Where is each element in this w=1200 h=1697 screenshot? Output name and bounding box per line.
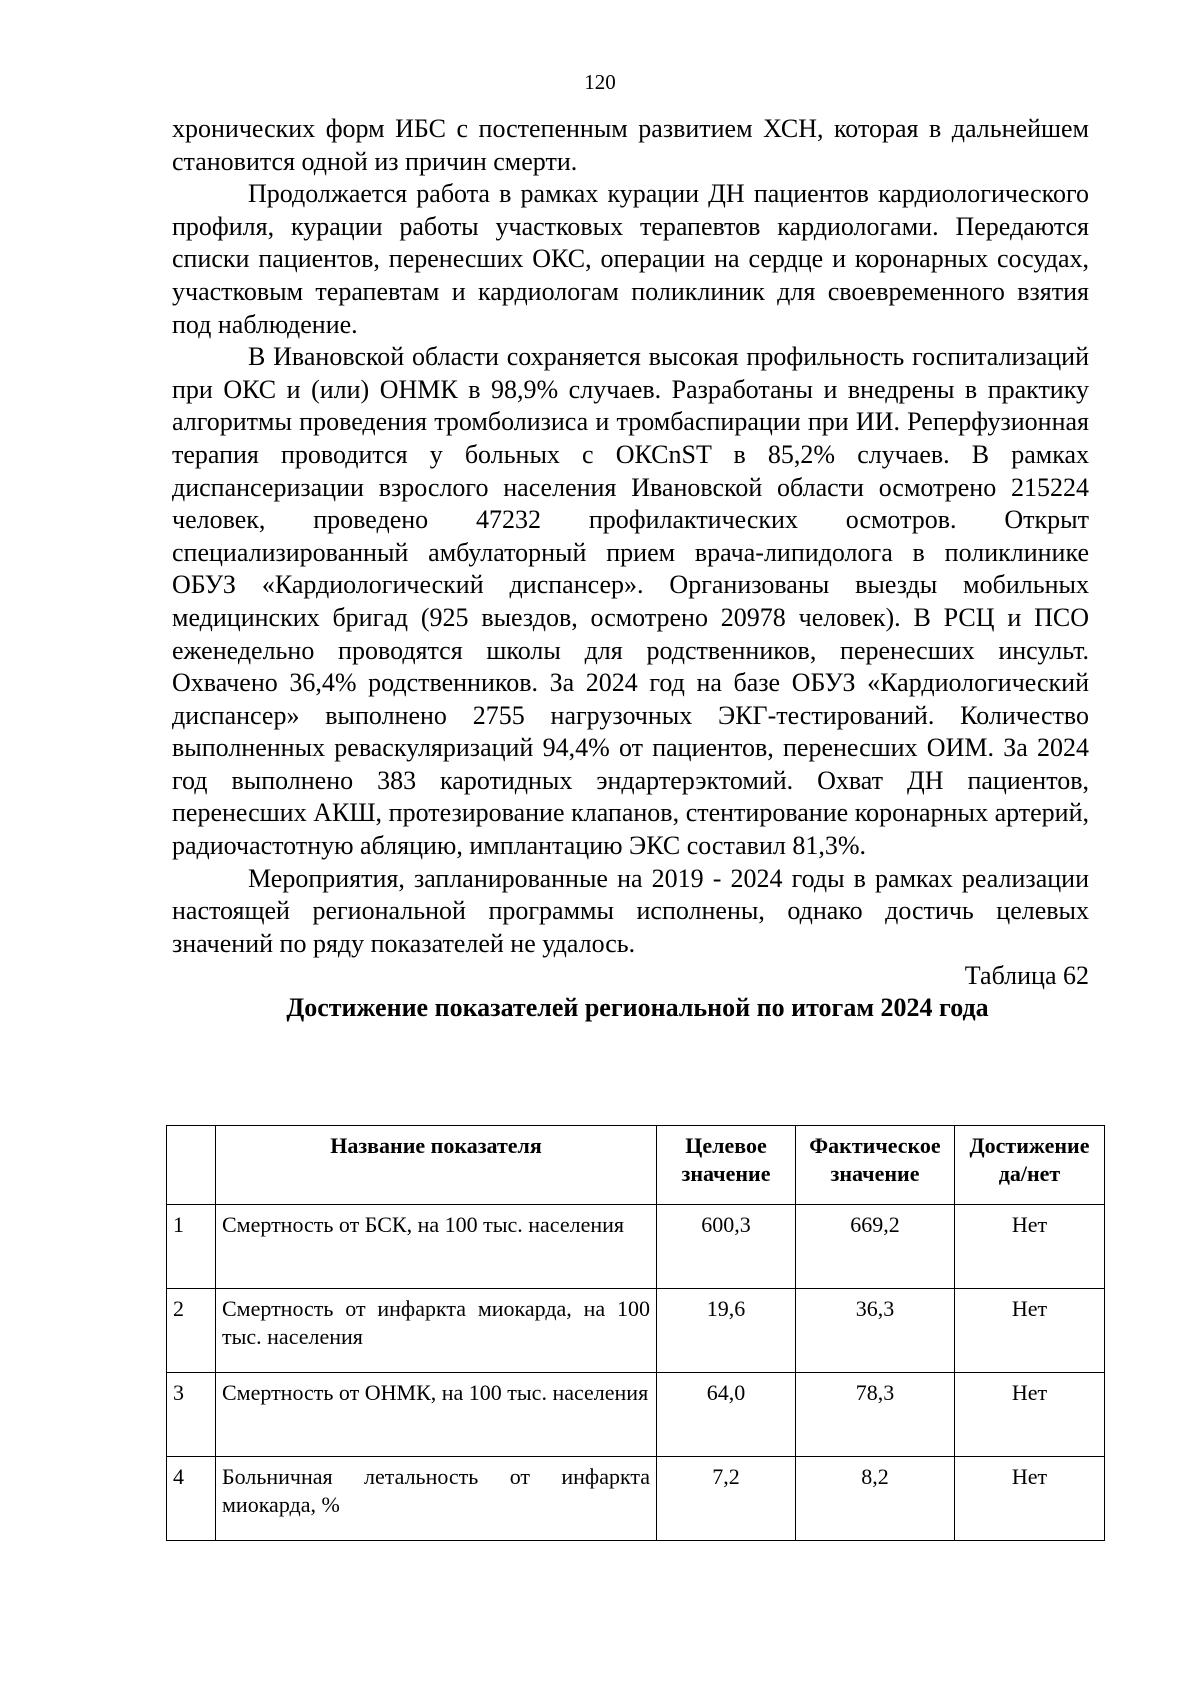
row-actual: 78,3: [796, 1373, 955, 1457]
document-body: [172, 113, 1089, 1024]
row-name: Смертность от ОНМК, на 100 тыс. населения: [216, 1373, 657, 1457]
row-achieved: Нет: [955, 1373, 1105, 1457]
table-row: [167, 1373, 1105, 1457]
row-num: 1: [167, 1205, 216, 1289]
table-row: [167, 1289, 1105, 1373]
row-achieved: Нет: [955, 1205, 1105, 1289]
page-number: 120: [584, 70, 616, 94]
row-num: 3: [167, 1373, 216, 1457]
row-target: 64,0: [657, 1373, 796, 1457]
row-achieved: Нет: [955, 1289, 1105, 1373]
header-num: [167, 1126, 216, 1205]
row-num: 2: [167, 1289, 216, 1373]
table-row: [167, 1205, 1105, 1289]
row-actual: 669,2: [796, 1205, 955, 1289]
paragraph-curation: Продолжается работа в рамках курации ДН пациентов кардиологического профиля, курации работы участковых терапевтов кардиологами. Передаются списки пациентов, перенесших ОКС, операции на сердце и коронарных сосудах, участковым терапевтам и кардиологам поликлиник для своевременного взятия под наблюдение.: [172, 179, 1089, 339]
row-name: Смертность от инфаркта миокарда, на 100 тыс. населения: [216, 1289, 657, 1373]
indicators-table: [166, 1125, 1105, 1541]
header-target: Целевое значение: [657, 1126, 796, 1205]
paragraph-ivanovo-region: В Ивановской области сохраняется высокая профильность госпитализаций при ОКС и (или) ОНМК в 98,9% случаев. Разработаны и внедрены в практику алгоритмы проведения тромболизиса и тромбаспирации при ИИ. Реперфузионная терапия проводится у больных с ОКСnST в 85,2% случаев. В рамках диспансеризации взрослого населения Ивановской области осмотрено 215224 человек, проведено 47232 профилактических осмотров. Открыт специализированный амбулаторный прием врача-липидолога в поликлинике ОБУЗ «Кардиологический диспансер». Организованы выезды мобильных медицинских бригад (925 выездов, осмотрено 20978 человек). В РСЦ и ПСО еженедельно проводятся школы для родственников, перенесших инсульт. Охвачено 36,4% родственников. За 2024 год на базе ОБУЗ «Кардиологический диспансер» выполнено 2755 нагрузочных ЭКГ-тестирований. Количество выполненных реваскуляризаций 94,4% от пациентов, перенесших ОИМ. За 2024 год выполнено 383 каротидных эндартерэктомий. Охват ДН пациентов, перенесших АКШ, протезирование клапанов, стентирование коронарных артерий, радиочастотную абляцию, имплантацию ЭКС составил 81,3%.: [172, 342, 1089, 861]
header-achieved: Достижение да/нет: [955, 1126, 1105, 1205]
paragraph-continuation: хронических форм ИБС с постепенным развитием ХСН, которая в дальнейшем становится одной из причин смерти.: [172, 114, 1089, 176]
row-target: 600,3: [657, 1205, 796, 1289]
paragraph-activities: Мероприятия, запланированные на 2019 - 2024 годы в рамках реализации настоящей региональной программы исполнены, однако достичь целевых значений по ряду показателей не удалось.: [172, 863, 1089, 958]
row-actual: 36,3: [796, 1289, 955, 1373]
table-caption: Таблица 62: [964, 961, 1089, 991]
row-actual: 8,2: [796, 1457, 955, 1541]
table-title: Достижение показателей региональной по итогам 2024 года: [286, 993, 989, 1023]
row-achieved: Нет: [955, 1457, 1105, 1541]
row-name: Больничная летальность от инфаркта миокарда, %: [216, 1457, 657, 1541]
row-name: Смертность от БСК, на 100 тыс. населения: [216, 1205, 657, 1289]
table-header-row: [167, 1126, 1105, 1205]
row-target: 7,2: [657, 1457, 796, 1541]
header-name: Название показателя: [216, 1126, 657, 1205]
header-actual: Фактическое значение: [796, 1126, 955, 1205]
row-num: 4: [167, 1457, 216, 1541]
row-target: 19,6: [657, 1289, 796, 1373]
table-row: [167, 1457, 1105, 1541]
